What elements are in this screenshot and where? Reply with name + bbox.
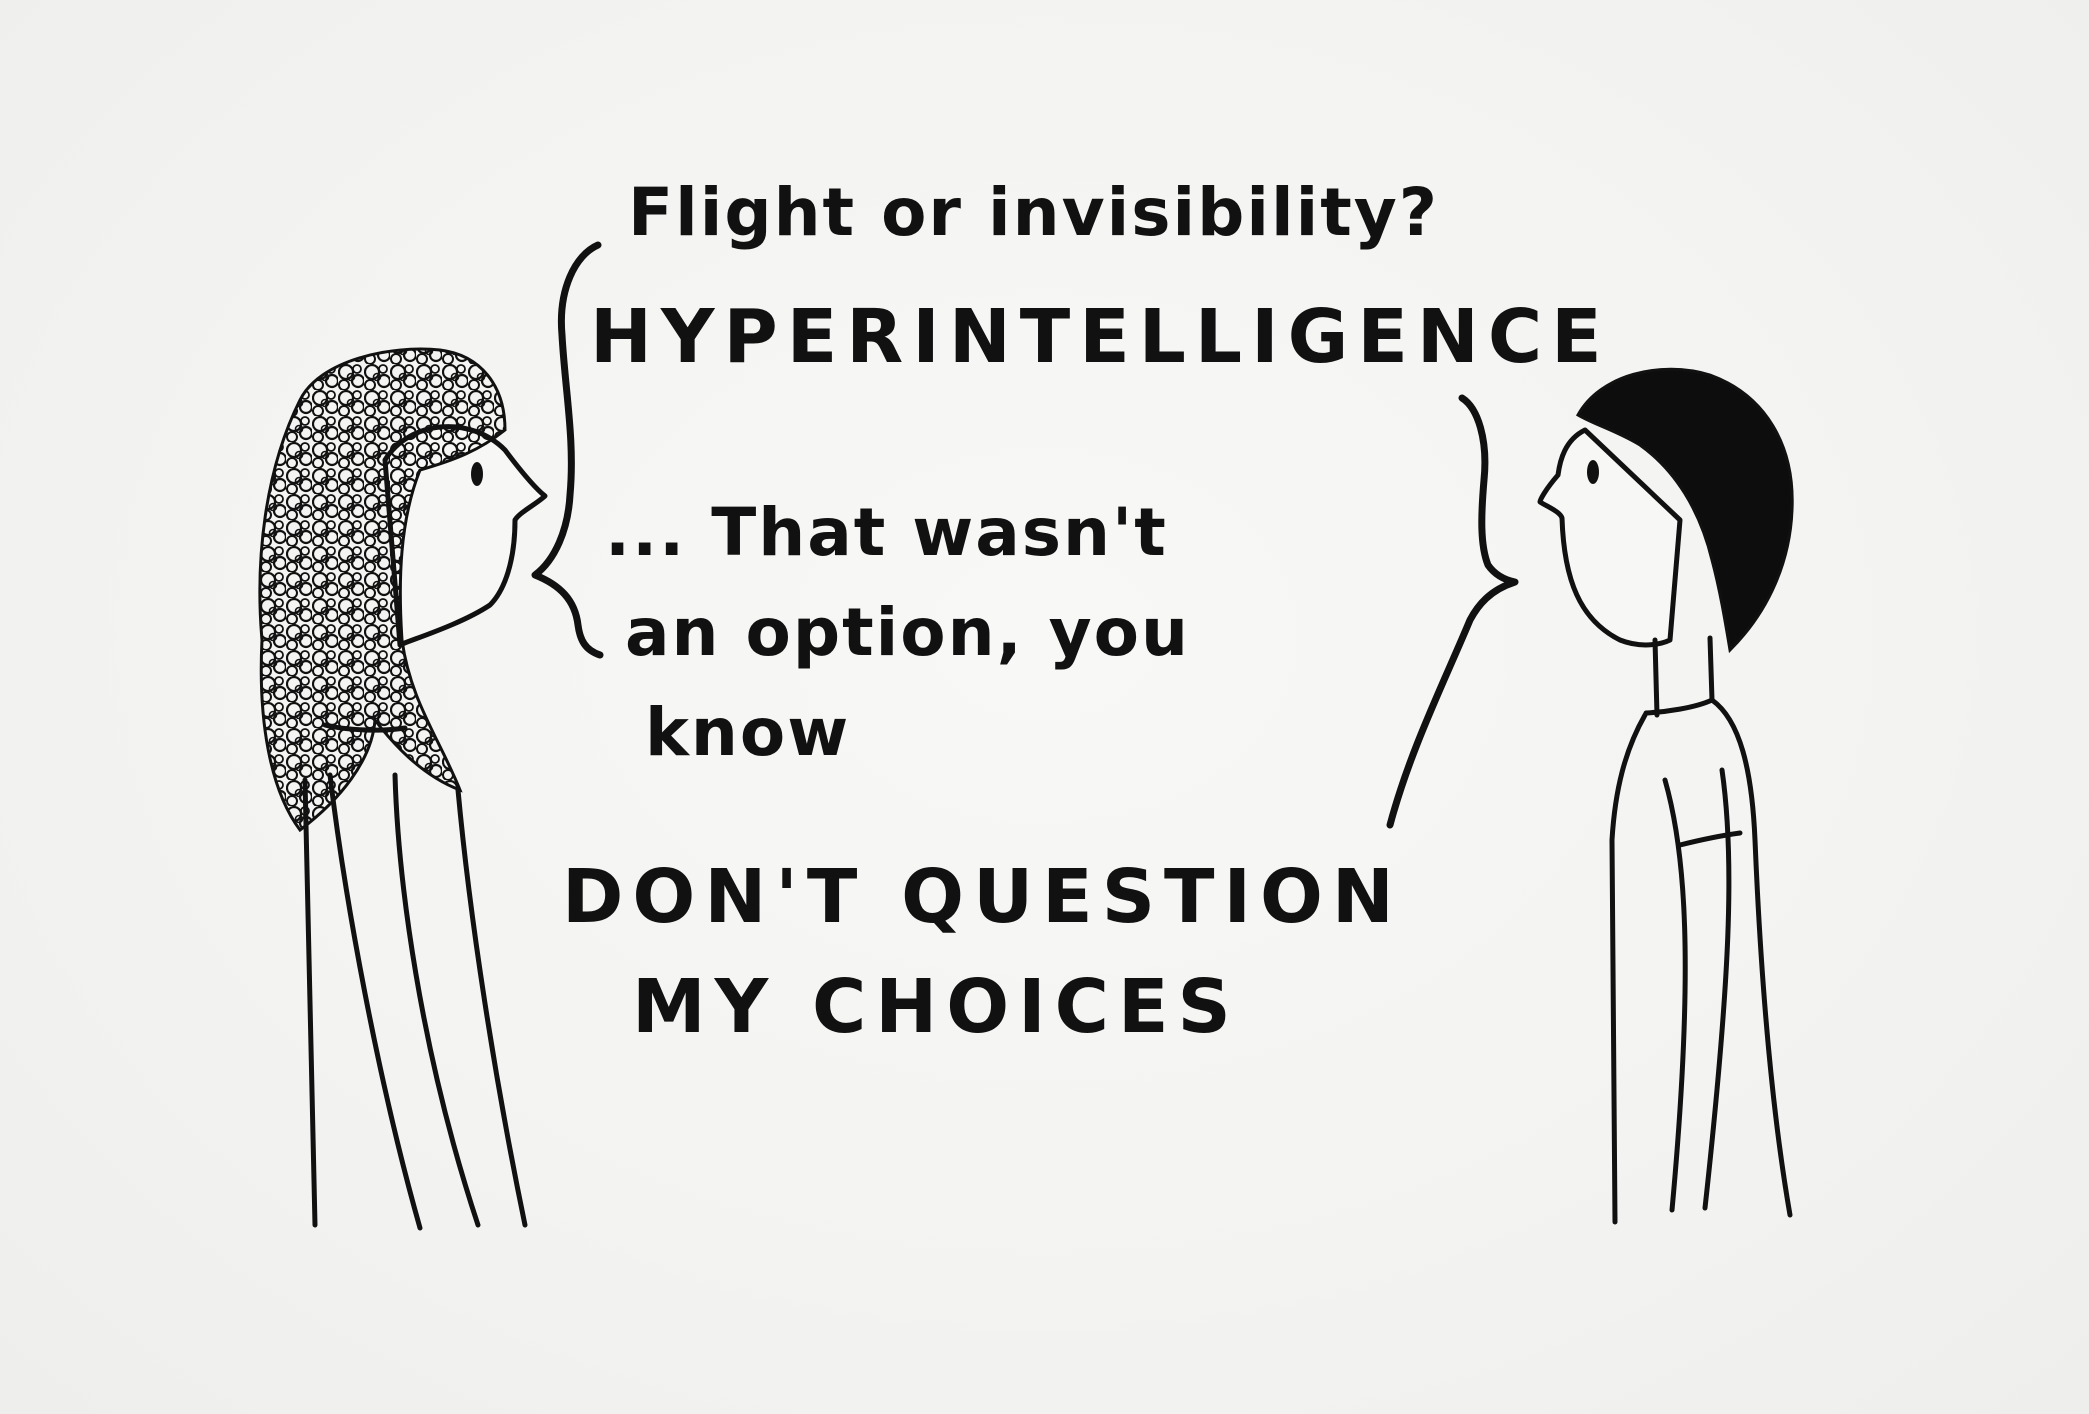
right-speech-bracket	[1390, 398, 1515, 825]
right-character-neck	[1646, 638, 1712, 715]
left-character	[260, 349, 545, 1228]
right-character-body	[1612, 700, 1790, 1222]
left-speech-reply-line-2: an option, you	[625, 594, 1190, 671]
right-character	[1540, 369, 1792, 1222]
left-speech-reply-line-3: know	[645, 694, 851, 771]
left-character-body	[305, 775, 525, 1228]
right-speech-retort-line-2: MY CHOICES	[632, 964, 1240, 1050]
right-speech-answer: HYPERINTELLIGENCE	[590, 294, 1611, 380]
left-character-eye	[471, 462, 483, 486]
left-speech-reply-line-1: ... That wasn't	[605, 494, 1168, 571]
left-speech-question: Flight or invisibility?	[628, 174, 1440, 251]
right-character-eye	[1587, 460, 1599, 484]
right-speech-retort-line-1: DON'T QUESTION	[562, 854, 1403, 940]
